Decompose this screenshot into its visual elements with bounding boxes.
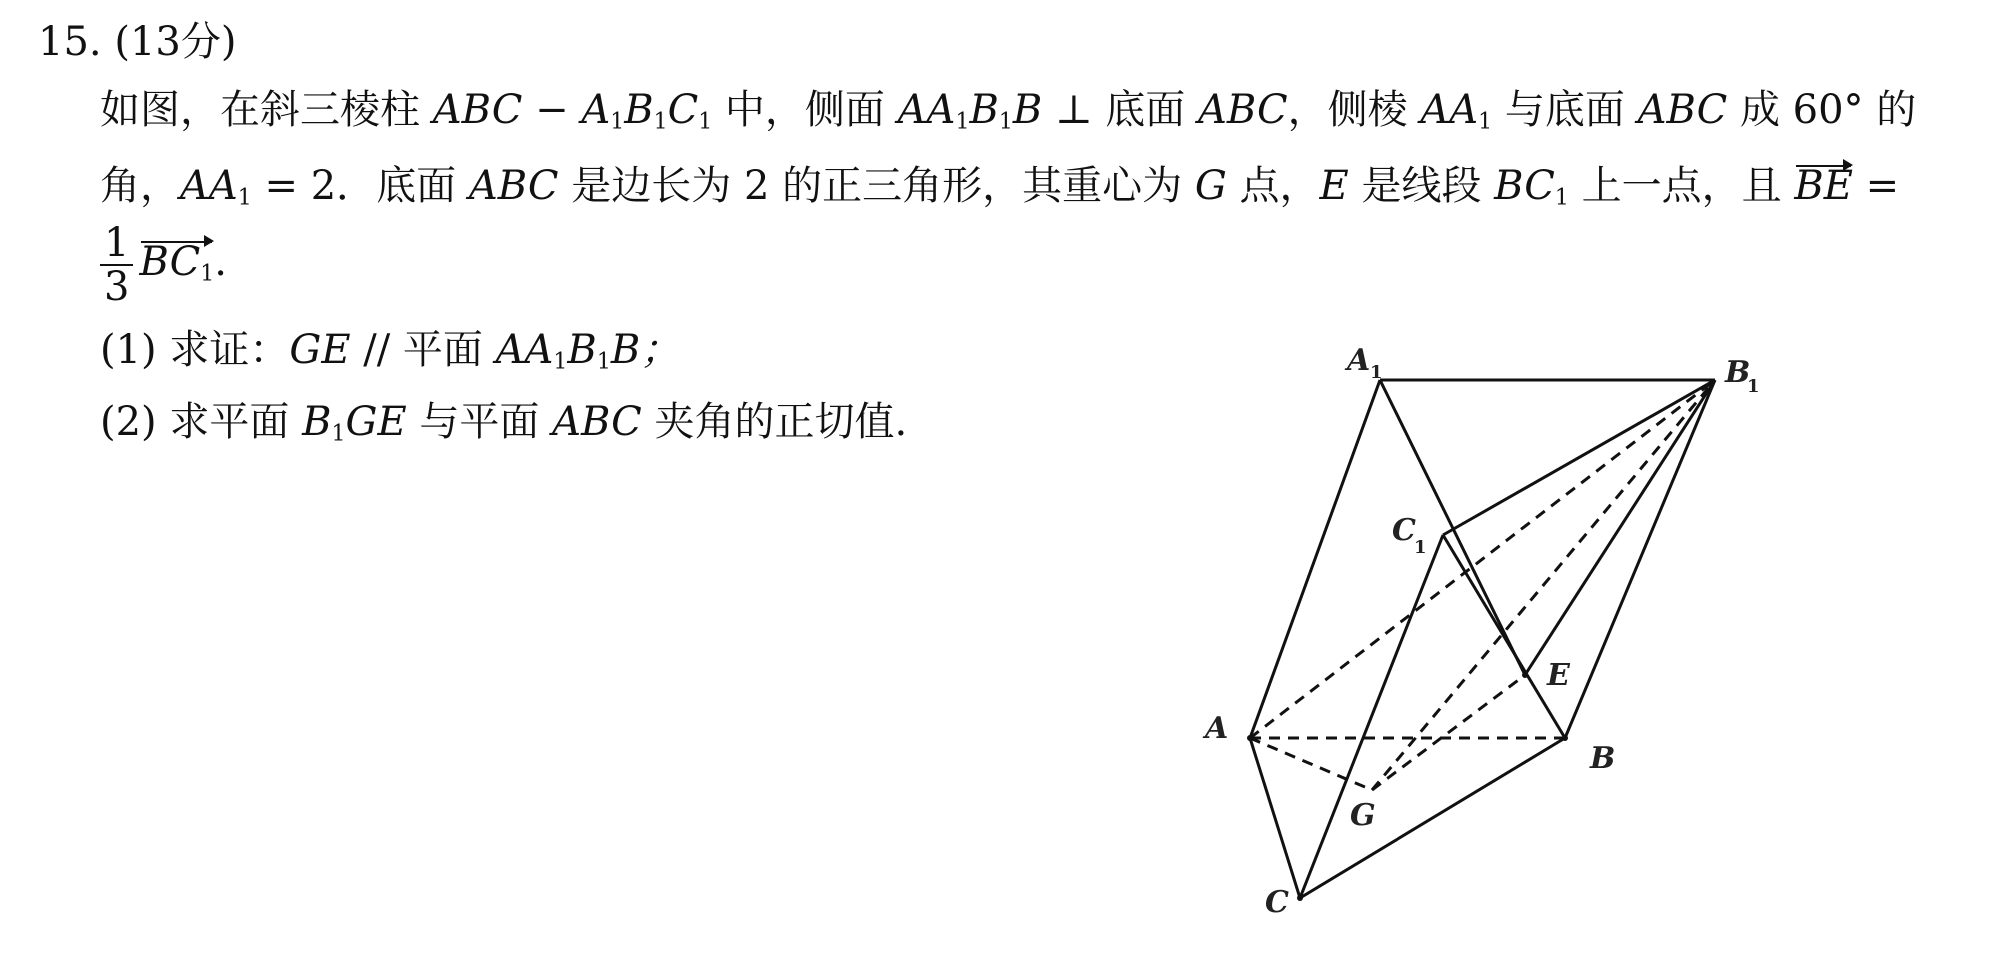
part-1-label: (1) 求证： <box>100 327 290 373</box>
edge-a-c <box>1250 738 1300 898</box>
math-subscript: 1 <box>998 109 1013 135</box>
label-c1: C <box>1392 513 1416 548</box>
math-ge: GE <box>345 399 407 445</box>
problem-number: 15. <box>38 19 102 65</box>
label-b1-sub: 1 <box>1747 376 1760 397</box>
stem-text: 底面 <box>376 163 469 209</box>
math-c1: C <box>667 87 699 133</box>
edge-c1-b <box>1443 535 1565 738</box>
vertex-e <box>1522 672 1528 678</box>
math-e: E <box>1319 163 1349 209</box>
part-2-label: (2) 求平面 <box>100 399 303 445</box>
label-c: C <box>1265 885 1289 920</box>
math-subscript: 1 <box>698 109 713 135</box>
math-bc1: BC <box>1494 163 1555 209</box>
math-subscript: 1 <box>200 261 215 287</box>
label-a: A <box>1205 711 1229 746</box>
label-e: E <box>1547 658 1570 693</box>
math-face: B <box>1012 87 1043 133</box>
math-minus: − <box>522 87 582 133</box>
math-subscript: 1 <box>237 185 252 211</box>
math-plane: AA <box>495 327 554 373</box>
math-plane-end: B； <box>610 327 681 373</box>
label-a1-sub: 1 <box>1370 362 1383 383</box>
math-subscript: 1 <box>610 109 625 135</box>
label-a1: A <box>1347 343 1371 378</box>
stem-text: 与底面 <box>1492 87 1638 133</box>
edge-b1-b <box>1565 380 1715 738</box>
stem-text: ，侧棱 <box>1287 87 1421 133</box>
stem-text: 成 60° 的 <box>1727 87 1917 133</box>
math-subscript: 1 <box>596 349 611 375</box>
math-base: ABC <box>1637 87 1728 133</box>
math-edge: AA <box>180 163 238 209</box>
edge-c-b <box>1300 738 1565 898</box>
math-g: G <box>1194 163 1227 209</box>
edge-c1-c <box>1300 535 1443 898</box>
stem-text: 是边长为 2 的正三角形，其重心为 <box>558 163 1195 209</box>
math-subscript: 1 <box>331 421 346 447</box>
math-face: B <box>969 87 999 133</box>
math-subscript: 1 <box>955 109 970 135</box>
part-2-text: 夹角的正切值. <box>641 399 908 445</box>
vertex-c <box>1297 895 1303 901</box>
stem-text: ⊥ 底面 <box>1042 87 1199 133</box>
vector-be: BE <box>1794 163 1853 209</box>
problem-score: (13分) <box>114 19 237 65</box>
math-subscript: 1 <box>653 109 668 135</box>
math-base: ABC <box>468 163 559 209</box>
dashed-g-e <box>1372 675 1525 790</box>
math-b1: B <box>624 87 654 133</box>
part-1-text: // 平面 <box>350 327 496 373</box>
label-c1-sub: 1 <box>1414 537 1427 558</box>
stem-text: 点， <box>1226 163 1320 209</box>
math-base: ABC <box>1198 87 1288 133</box>
math-prism-base: ABC <box>432 87 523 133</box>
stem-text: 中，侧面 <box>712 87 898 133</box>
math-subscript: 1 <box>1478 109 1493 135</box>
stem-text: 如图，在斜三棱柱 <box>100 87 433 133</box>
math-subscript: 1 <box>1554 185 1569 211</box>
stem-text: . <box>214 239 227 285</box>
vertex-a <box>1247 735 1253 741</box>
vertex-b <box>1562 735 1568 741</box>
vector-bc1-text: BC <box>139 239 201 285</box>
math-ge: GE <box>289 327 351 373</box>
stem-text: 上一点，且 <box>1568 163 1795 209</box>
edge-b1-c1 <box>1443 380 1715 535</box>
stem-text: = 2． <box>251 163 377 209</box>
fraction-numerator: 1 <box>100 222 133 266</box>
math-a1: A <box>581 87 611 133</box>
math-subscript: 1 <box>553 349 568 375</box>
label-b1: B <box>1725 355 1751 390</box>
math-abc: ABC <box>552 399 642 445</box>
dashed-a-b1 <box>1250 380 1715 738</box>
label-b: B <box>1590 741 1616 776</box>
edge-a1-a <box>1250 380 1380 738</box>
label-g: G <box>1350 798 1376 833</box>
stem-text: 角， <box>100 163 180 209</box>
edge-b1-e <box>1525 380 1715 675</box>
stem-text: 是线段 <box>1348 163 1495 209</box>
math-b1: B <box>302 399 332 445</box>
math-face: AA <box>897 87 956 133</box>
fraction-denominator: 3 <box>104 264 130 310</box>
math-equals: = <box>1852 163 1900 209</box>
math-plane: B <box>567 327 597 373</box>
math-edge: AA <box>1420 87 1479 133</box>
part-2-text: 与平面 <box>406 399 553 445</box>
